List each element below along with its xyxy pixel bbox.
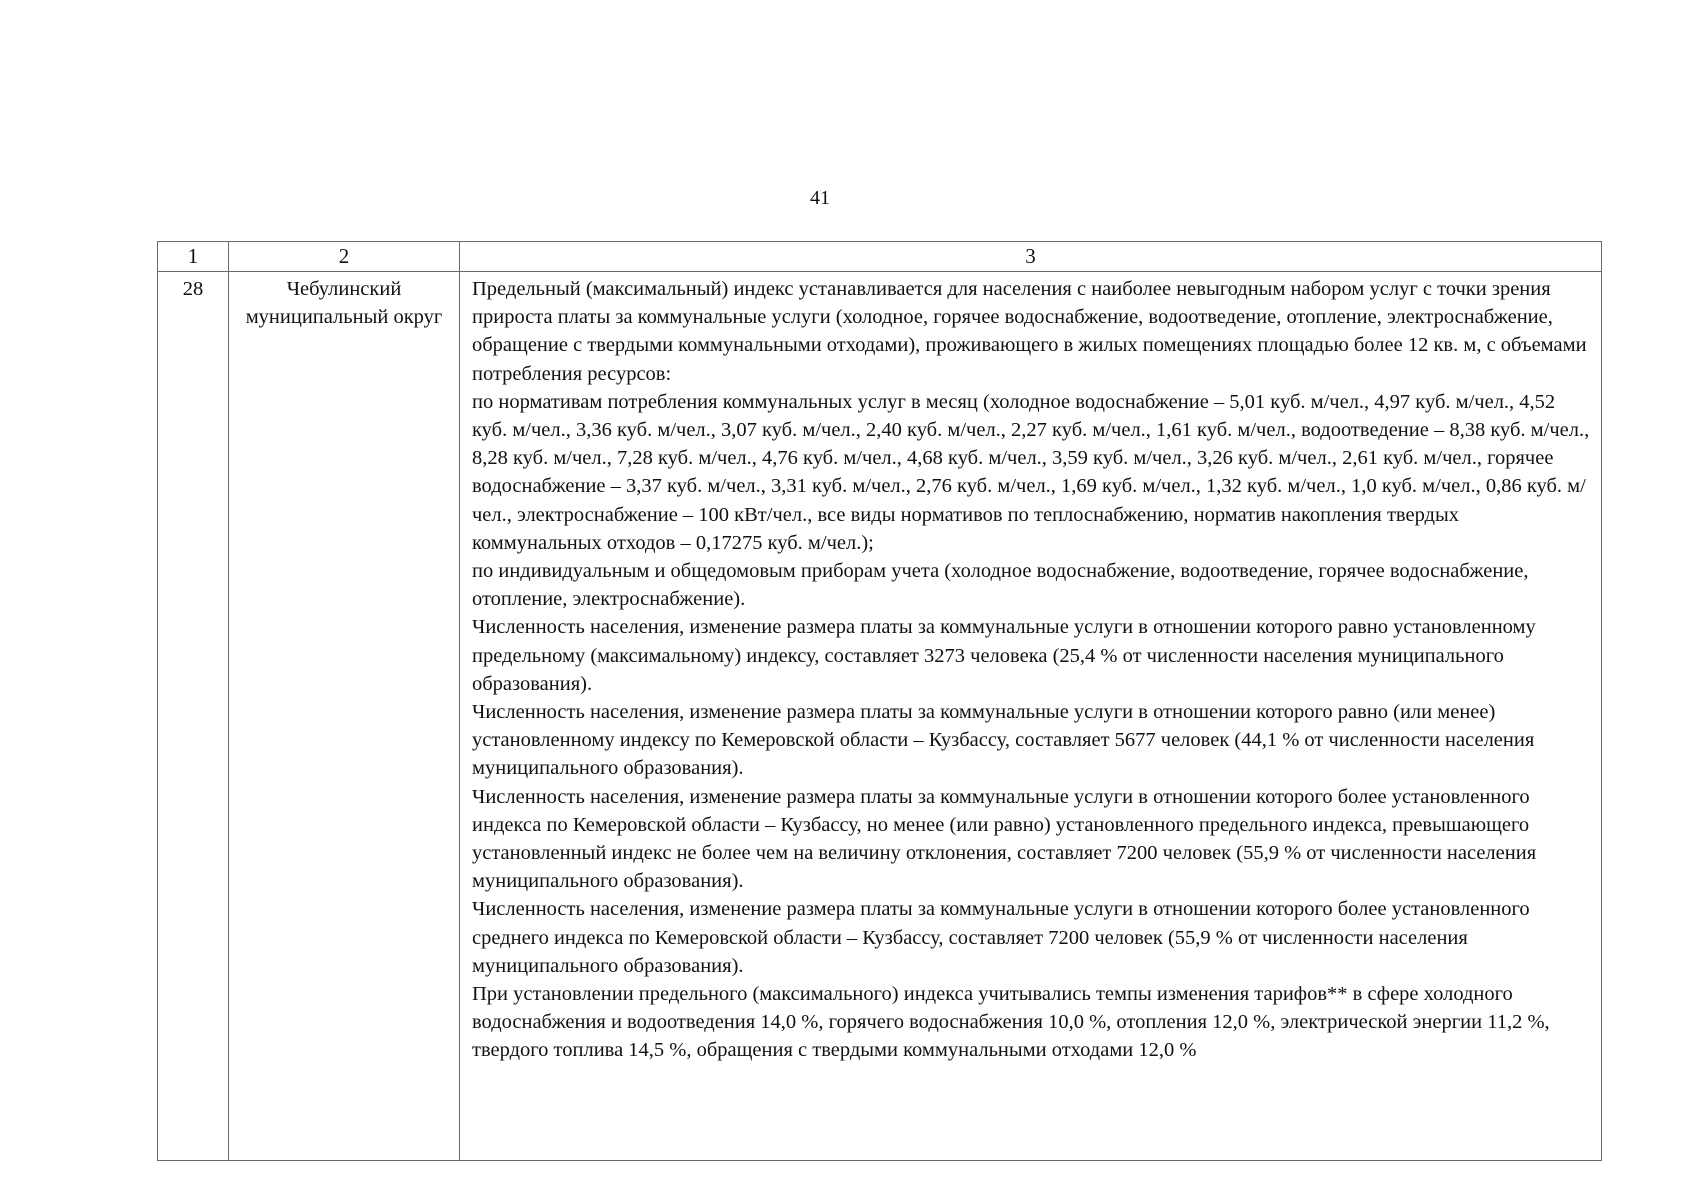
column-header-2: 2	[229, 242, 460, 272]
paragraph-population-above-average: Численность населения, изменение размера платы за коммунальные услуги в отношении которого более установленного среднего индекса по Кемеровской области – Кузбассу, составляет 7200 человек (55,9 % от численности населения муниципального образования).	[472, 898, 1530, 977]
row-number: 28	[158, 272, 229, 1161]
document-table	[157, 241, 1602, 1161]
paragraph-index-definition: Предельный (максимальный) индекс устанавливается для населения с наиболее невыгодным набором услуг с точки зрения прироста платы за коммунальные услуги (холодное, горячее водоснабжение, водоотведение, отопление, электроснабжение, обращение с твердыми коммунальными отходами), проживающего в жилых помещениях площадью более 12 кв. м, с объемами потребления ресурсов:	[472, 278, 1587, 385]
page-number: 41	[810, 187, 830, 209]
paragraph-consumption-norms: по нормативам потребления коммунальных услуг в месяц (холодное водоснабжение – 5,01 куб. м/чел., 4,97 куб. м/чел., 4,52 куб. м/чел., 3,36 куб. м/чел., 3,07 куб. м/чел., 2,40 куб. м/чел., 2,27 куб. м/чел., 1,61 куб. м/чел., водоотведение – 8,38 куб. м/чел., 8,28 куб. м/чел., 7,28 куб. м/чел., 4,76 куб. м/чел., 4,68 куб. м/чел., 3,59 куб. м/чел., 3,26 куб. м/чел., 2,61 куб. м/чел., горячее водоснабжение – 3,37 куб. м/чел., 3,31 куб. м/чел., 2,76 куб. м/чел., 1,69 куб. м/чел., 1,32 куб. м/чел., 1,0 куб. м/чел., 0,86 куб. м/чел., электроснабжение – 100 кВт/чел., все виды нормативов по теплоснабжению, норматив накопления твердых коммунальных отходов – 0,17275 куб. м/чел.);	[472, 390, 1590, 554]
municipality-name: Чебулинский муниципальный округ	[229, 272, 460, 1161]
paragraph-population-equal-max: Численность населения, изменение размера платы за коммунальные услуги в отношении которого равно установленному предельному (максимальному) индексу, составляет 3273 человека (25,4 % от численности населения муниципального образования).	[472, 616, 1536, 695]
column-header-3: 3	[460, 242, 1602, 272]
table-row	[158, 272, 1602, 1161]
paragraph-population-equal-regional: Численность населения, изменение размера платы за коммунальные услуги в отношении которого равно (или менее) установленному индексу по Кемеровской области – Кузбассу, составляет 5677 человек (44,1 % от численности населения муниципального образования).	[472, 701, 1535, 780]
paragraph-metering-devices: по индивидуальным и общедомовым приборам учета (холодное водоснабжение, водоотведение, горячее водоснабжение, отопление, электроснабжение).	[472, 560, 1529, 611]
table-header-row	[158, 242, 1602, 272]
description-cell	[460, 272, 1602, 1161]
column-header-1: 1	[158, 242, 229, 272]
paragraph-tariff-rates: При установлении предельного (максимального) индекса учитывались темпы изменения тарифов** в сфере холодного водоснабжения и водоотведения 14,0 %, горячего водоснабжения 10,0 %, отопления 12,0 %, электрической энергии 11,2 %, твердого топлива 14,5 %, обращения с твердыми коммунальными отходами 12,0 %	[472, 983, 1550, 1062]
paragraph-population-above-regional: Численность населения, изменение размера платы за коммунальные услуги в отношении которого более установленного индекса по Кемеровской области – Кузбассу, но менее (или равно) установленного предельного индекса, превышающего установленный индекс не более чем на величину отклонения, составляет 7200 человек (55,9 % от численности населения муниципального образования).	[472, 785, 1537, 893]
